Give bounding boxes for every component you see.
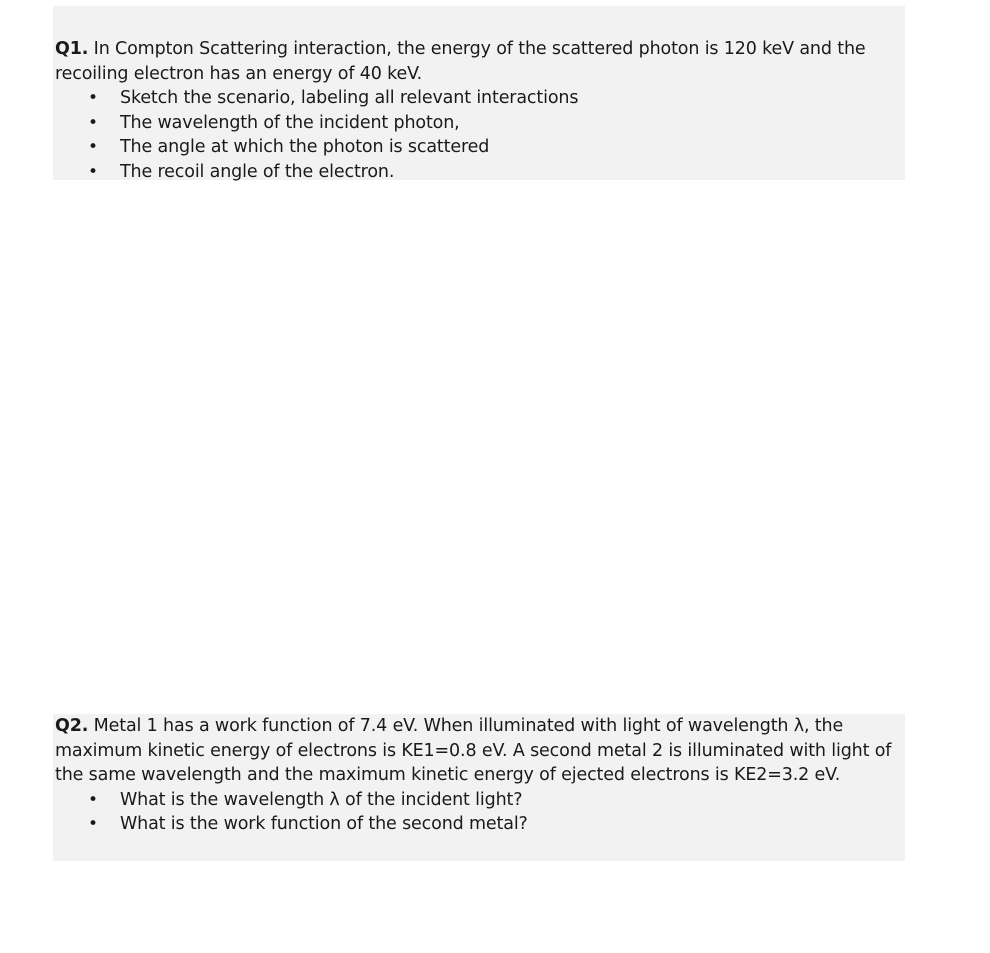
list-item bbox=[55, 812, 899, 837]
list-item-text: What is the work function of the second metal? bbox=[120, 814, 528, 834]
question-1-bullet-list bbox=[55, 86, 899, 184]
question-1-text: In Compton Scattering interaction, the energy of the scattered photon is 120 keV and the recoiling electron has an energy of 40 keV. bbox=[55, 39, 866, 84]
bullet-icon: • bbox=[88, 161, 98, 182]
question-2-label: Q2. bbox=[55, 716, 89, 736]
bullet-icon: • bbox=[88, 88, 98, 108]
bullet-icon: • bbox=[88, 137, 98, 157]
question-1-label: Q1. bbox=[55, 39, 89, 59]
list-item bbox=[55, 135, 899, 160]
list-item bbox=[55, 111, 899, 136]
question-2-text: Metal 1 has a work function of 7.4 eV. When illuminated with light of wavelength λ, the maximum kinetic energy of electrons is KE1=0.8 eV. A second metal 2 is illuminated with light of the same wavelength and the maximum kinetic energy of ejected electrons is KE2=3.2 eV. bbox=[55, 716, 892, 785]
list-item bbox=[55, 160, 899, 185]
list-item-text: The wavelength of the incident photon, bbox=[120, 112, 460, 133]
list-item-text: Sketch the scenario, labeling all relevant interactions bbox=[120, 88, 579, 108]
question-2-bullet-list bbox=[55, 788, 899, 837]
list-item bbox=[55, 86, 899, 111]
question-1-statement bbox=[55, 37, 899, 86]
bullet-icon: • bbox=[88, 814, 98, 834]
list-item bbox=[55, 788, 899, 813]
list-item-text: The recoil angle of the electron. bbox=[120, 161, 395, 182]
list-item-text: The angle at which the photon is scattered bbox=[120, 137, 490, 157]
list-item-text: What is the wavelength λ of the incident light? bbox=[120, 789, 523, 810]
question-1 bbox=[53, 6, 905, 180]
question-2 bbox=[53, 714, 905, 861]
question-2-statement bbox=[55, 714, 899, 788]
bullet-icon: • bbox=[88, 112, 98, 133]
bullet-icon: • bbox=[88, 789, 98, 810]
